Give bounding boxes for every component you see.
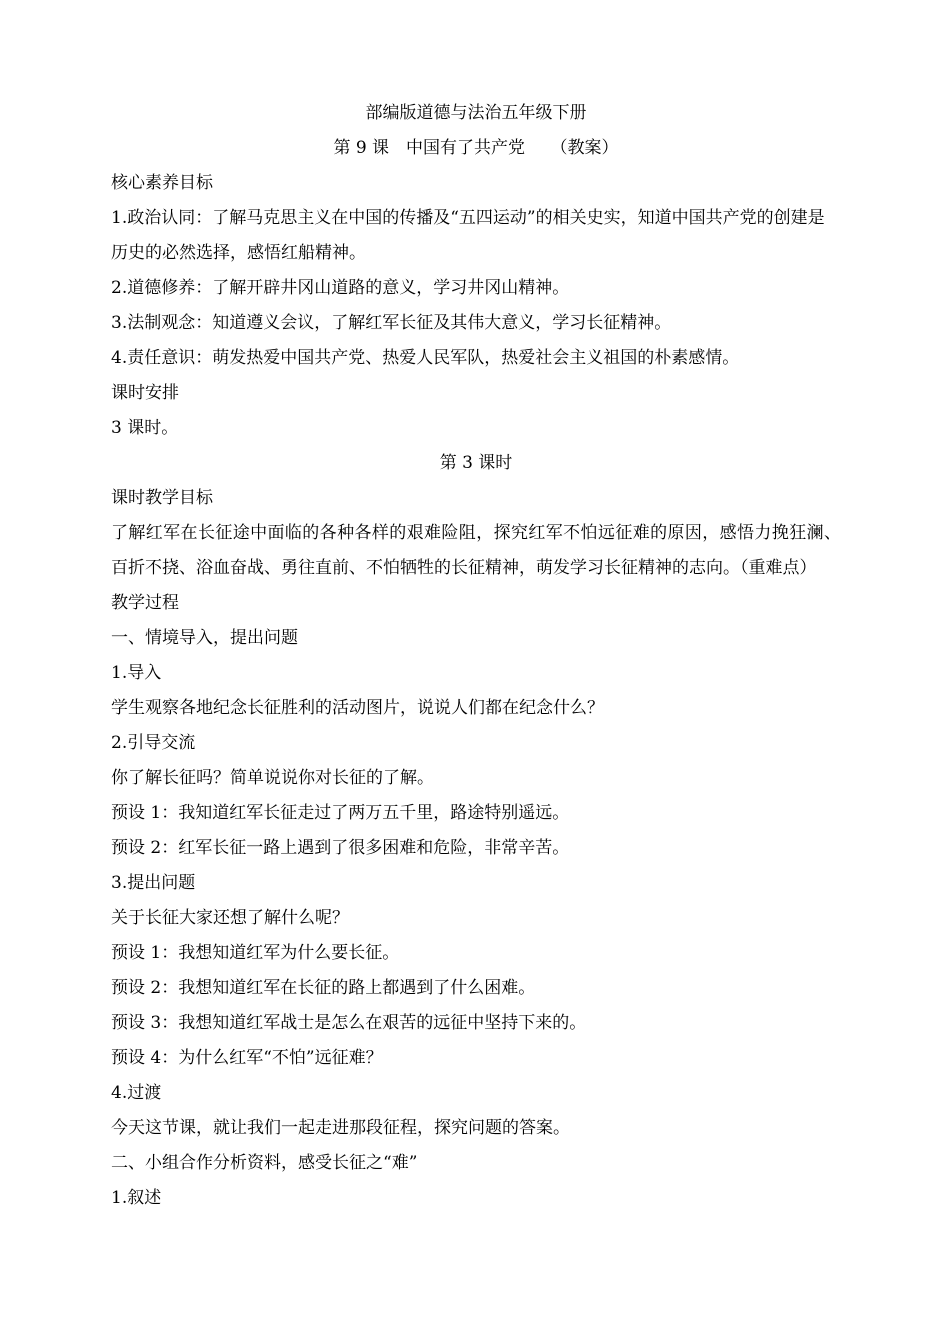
lesson-title: 第 9 课 中国有了共产党 （教案）: [333, 138, 619, 158]
session-title: 第 3 课时: [439, 453, 513, 473]
step-title: 3.提出问题: [111, 873, 196, 893]
step-title: 2.引导交流: [111, 733, 196, 753]
step-text: 关于长征大家还想了解什么呢？: [111, 908, 349, 928]
step-title: 1.叙述: [111, 1188, 162, 1208]
process-heading: 教学过程: [111, 593, 179, 613]
document-content: [111, 96, 841, 1216]
objectives-heading: 核心素养目标: [111, 173, 213, 193]
session-goal-text: 了解红军在长征途中面临的各种各样的艰难险阻，探究红军不怕远征难的原因，感悟力挽狂澜、百折不挠、浴血奋战、勇往直前、不怕牺牲的长征精神，萌发学习长征精神的志向。（重难点）: [111, 523, 841, 578]
preset-item: 预设 1：我知道红军长征走过了两万五千里，路途特别遥远。: [111, 803, 570, 823]
preset-item: 预设 2：我想知道红军在长征的路上都遇到了什么困难。: [111, 978, 536, 998]
step-title: 4.过渡: [111, 1083, 162, 1103]
preset-item: 预设 2：红军长征一路上遇到了很多困难和危险，非常辛苦。: [111, 838, 570, 858]
step-text: 你了解长征吗？简单说说你对长征的了解。: [111, 768, 434, 788]
section-title: 一、情境导入，提出问题: [111, 628, 298, 648]
objective-item: 3.法制观念：知道遵义会议，了解红军长征及其伟大意义，学习长征精神。: [111, 313, 672, 333]
preset-item: 预设 4：为什么红军“不怕”远征难？: [111, 1048, 383, 1068]
objective-item: 4.责任意识：萌发热爱中国共产党、热爱人民军队，热爱社会主义祖国的朴素感情。: [111, 348, 740, 368]
book-title: 部编版道德与法治五年级下册: [365, 103, 587, 123]
schedule-heading: 课时安排: [111, 383, 179, 403]
objective-item: 2.道德修养：了解开辟井冈山道路的意义，学习井冈山精神。: [111, 278, 570, 298]
session-goal-heading: 课时教学目标: [111, 488, 213, 508]
step-text: 今天这节课，就让我们一起走进那段征程，探究问题的答案。: [111, 1118, 570, 1138]
preset-item: 预设 3：我想知道红军战士是怎么在艰苦的远征中坚持下来的。: [111, 1013, 587, 1033]
step-title: 1.导入: [111, 663, 162, 683]
preset-item: 预设 1：我想知道红军为什么要长征。: [111, 943, 400, 963]
section-title: 二、小组合作分析资料，感受长征之“难”: [111, 1153, 418, 1173]
schedule-text: 3 课时。: [111, 418, 179, 438]
step-text: 学生观察各地纪念长征胜利的活动图片，说说人们都在纪念什么？: [111, 698, 604, 718]
objective-item: 1.政治认同：了解马克思主义在中国的传播及“五四运动”的相关史实，知道中国共产党的创建是历史的必然选择，感悟红船精神。: [111, 208, 825, 263]
